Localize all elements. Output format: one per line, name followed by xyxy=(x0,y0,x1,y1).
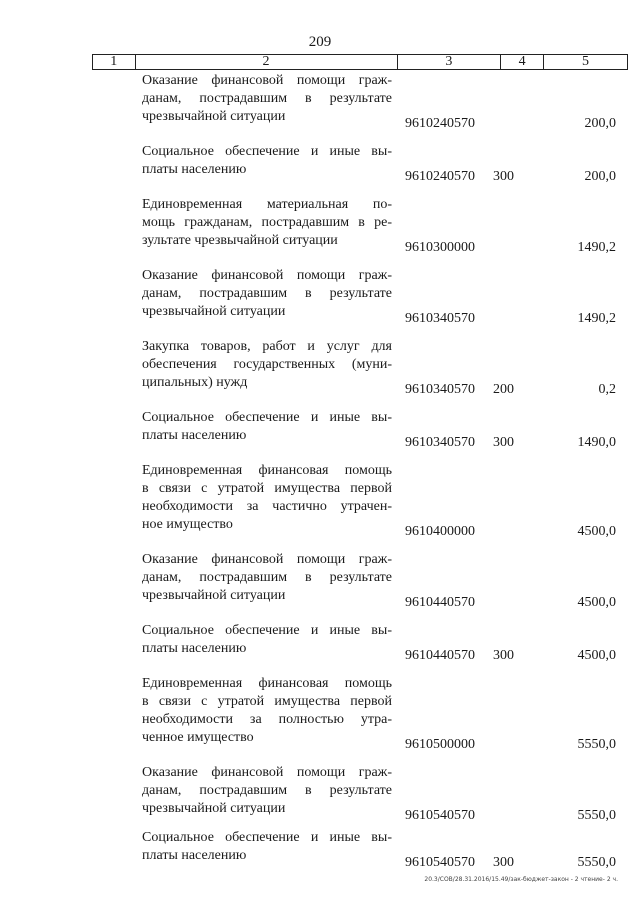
target-article-code: 9610240570 xyxy=(405,169,475,184)
description-line: Единовременная финансовая помощь xyxy=(142,463,392,478)
description-line: платы населению xyxy=(142,641,247,656)
column-number-3: 3 xyxy=(397,55,501,70)
description-line: необходимости за полностью утра- xyxy=(142,712,392,727)
target-article-code: 9610540570 xyxy=(405,808,475,823)
amount-value: 5550,0 xyxy=(577,855,616,870)
target-article-code: 9610400000 xyxy=(405,524,475,539)
description-line: необходимости за частично утрачен- xyxy=(142,499,392,514)
amount-value: 4500,0 xyxy=(577,524,616,539)
amount-value: 5550,0 xyxy=(577,737,616,752)
row-description xyxy=(142,196,392,250)
description-line: обеспечения государственных (муни- xyxy=(142,357,392,372)
row-description xyxy=(142,764,392,818)
description-line: Оказание финансовой помощи граж- xyxy=(142,765,392,780)
description-line: данам, пострадавшим в результате xyxy=(142,570,392,585)
expense-type-code: 300 xyxy=(493,435,514,450)
description-line: ципальных) нужд xyxy=(142,375,248,390)
amount-value: 1490,2 xyxy=(577,240,616,255)
description-line: чрезвычайной ситуации xyxy=(142,109,286,124)
description-line: Закупка товаров, работ и услуг для xyxy=(142,339,392,354)
description-line: в связи с утратой имущества первой xyxy=(142,481,392,496)
description-line: Оказание финансовой помощи граж- xyxy=(142,552,392,567)
column-number-2: 2 xyxy=(135,55,397,70)
description-line: Социальное обеспечение и иные вы- xyxy=(142,410,392,425)
target-article-code: 9610340570 xyxy=(405,435,475,450)
amount-value: 0,2 xyxy=(598,382,616,397)
target-article-code: 9610500000 xyxy=(405,737,475,752)
amount-value: 4500,0 xyxy=(577,648,616,663)
row-description xyxy=(142,143,392,179)
description-line: Оказание финансовой помощи граж- xyxy=(142,268,392,283)
description-line: платы населению xyxy=(142,848,247,863)
row-description xyxy=(142,267,392,321)
amount-value: 1490,2 xyxy=(577,311,616,326)
target-article-code: 9610240570 xyxy=(405,116,475,131)
description-line: в связи с утратой имущества первой xyxy=(142,694,392,709)
target-article-code: 9610340570 xyxy=(405,311,475,326)
amount-value: 1490,0 xyxy=(577,435,616,450)
row-description xyxy=(142,675,392,747)
description-line: ное имущество xyxy=(142,517,233,532)
amount-value: 5550,0 xyxy=(577,808,616,823)
description-line: Оказание финансовой помощи граж- xyxy=(142,73,392,88)
amount-value: 4500,0 xyxy=(577,595,616,610)
description-line: ченное имущество xyxy=(142,730,254,745)
description-line: платы населению xyxy=(142,162,247,177)
row-description xyxy=(142,551,392,605)
description-line: данам, пострадавшим в результате xyxy=(142,783,392,798)
target-article-code: 9610540570 xyxy=(405,855,475,870)
row-description xyxy=(142,338,392,392)
description-line: чрезвычайной ситуации xyxy=(142,588,286,603)
description-line: чрезвычайной ситуации xyxy=(142,801,286,816)
target-article-code: 9610440570 xyxy=(405,595,475,610)
column-header-row xyxy=(92,54,628,70)
expense-type-code: 300 xyxy=(493,648,514,663)
page-number: 209 xyxy=(308,34,332,50)
row-description xyxy=(142,829,392,865)
column-number-4: 4 xyxy=(501,55,544,70)
expense-type-code: 200 xyxy=(493,382,514,397)
row-description xyxy=(142,622,392,658)
column-number-1: 1 xyxy=(93,55,136,70)
description-line: Социальное обеспечение и иные вы- xyxy=(142,830,392,845)
description-line: платы населению xyxy=(142,428,247,443)
row-description xyxy=(142,72,392,126)
row-description xyxy=(142,462,392,534)
description-line: мощь гражданам, пострадавшим в ре- xyxy=(142,215,392,230)
description-line: данам, пострадавшим в результате xyxy=(142,91,392,106)
document-footer: 20.3/СОВ/28.31.2016/15.49/зак-бюджет-закон - 2 чтение- 2 ч. xyxy=(424,876,618,883)
target-article-code: 9610340570 xyxy=(405,382,475,397)
amount-value: 200,0 xyxy=(584,116,616,131)
description-line: Социальное обеспечение и иные вы- xyxy=(142,623,392,638)
amount-value: 200,0 xyxy=(584,169,616,184)
expense-type-code: 300 xyxy=(493,169,514,184)
target-article-code: 9610300000 xyxy=(405,240,475,255)
description-line: Социальное обеспечение и иные вы- xyxy=(142,144,392,159)
row-description xyxy=(142,409,392,445)
column-number-5: 5 xyxy=(543,55,627,70)
description-line: зультате чрезвычайной ситуации xyxy=(142,233,338,248)
target-article-code: 9610440570 xyxy=(405,648,475,663)
description-line: чрезвычайной ситуации xyxy=(142,304,286,319)
expense-type-code: 300 xyxy=(493,855,514,870)
description-line: данам, пострадавшим в результате xyxy=(142,286,392,301)
description-line: Единовременная материальная по- xyxy=(142,197,392,212)
description-line: Единовременная финансовая помощь xyxy=(142,676,392,691)
